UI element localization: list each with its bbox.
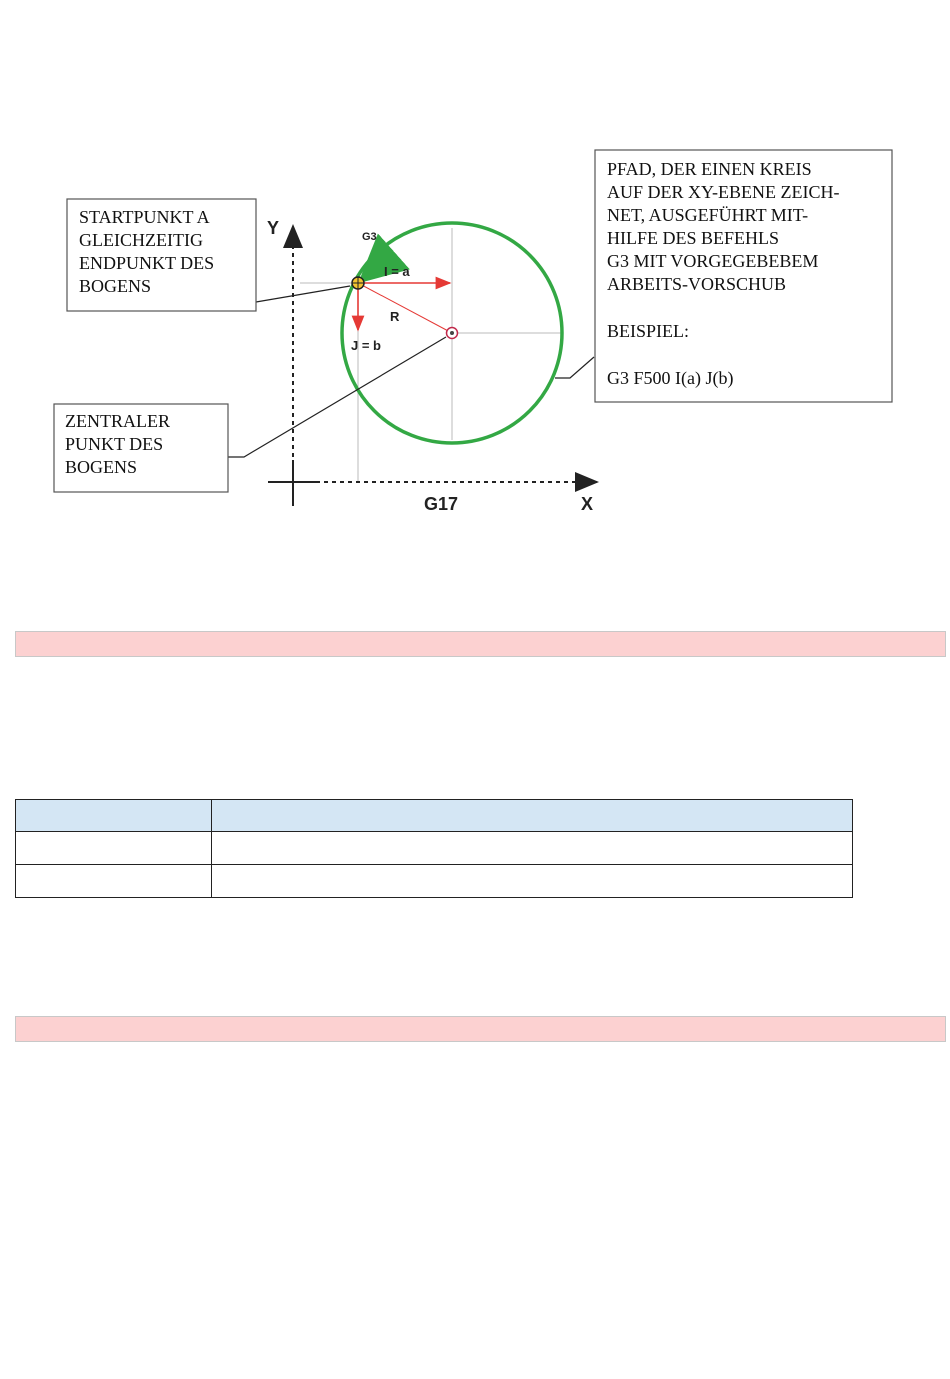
table-cell (16, 865, 212, 898)
plane-label: G17 (424, 494, 459, 514)
empty-table (15, 799, 853, 898)
path-box-line: ARBEITS-VORSCHUB (607, 274, 787, 294)
center-box-line: ZENTRALER (65, 411, 170, 431)
table-cell (16, 832, 212, 865)
y-axis-label: Y (267, 218, 280, 238)
path-description-callout (595, 150, 892, 402)
center-box-line: BOGENS (65, 457, 138, 477)
vector-i-label: I = a (384, 264, 410, 279)
center-point-marker (447, 328, 458, 339)
highlight-bar (15, 631, 946, 657)
table-cell (212, 832, 853, 865)
start-box-line: STARTPUNKT A (79, 207, 210, 227)
path-box-line: PFAD, DER EINEN KREIS (607, 159, 812, 179)
table-header-cell (16, 800, 212, 832)
vector-j-label: J = b (351, 338, 381, 353)
guide-lines (300, 228, 563, 482)
example-heading: BEISPIEL: (607, 321, 690, 341)
example-code: G3 F500 I(a) J(b) (607, 368, 734, 388)
start-box-line: ENDPUNKT DES (79, 253, 215, 273)
g3-circle-diagram (0, 0, 950, 560)
axes (268, 226, 597, 506)
path-box-line: HILFE DES BEFEHLS (607, 228, 780, 248)
x-axis-label: X (581, 494, 594, 514)
path-box-line: G3 MIT VORGEGEBEBEM (607, 251, 819, 271)
radius-line (358, 283, 452, 333)
radius-label: R (390, 309, 400, 324)
path-box-line: NET, AUSGEFÜHRT MIT- (607, 205, 809, 225)
highlight-bar (15, 1016, 946, 1042)
table-cell (212, 865, 853, 898)
center-point-callout (54, 404, 228, 492)
table-header-cell (212, 800, 853, 832)
center-box-line: PUNKT DES (65, 434, 164, 454)
table-row (16, 832, 853, 865)
start-point-marker (352, 277, 364, 289)
start-point-callout (67, 199, 256, 311)
start-box-line: BOGENS (79, 276, 152, 296)
table-header-row (16, 800, 853, 832)
direction-label: G3 (362, 231, 377, 243)
path-box-line: AUF DER XY-EBENE ZEICH- (607, 182, 840, 202)
table-row (16, 865, 853, 898)
start-box-line: GLEICHZEITIG (79, 230, 203, 250)
